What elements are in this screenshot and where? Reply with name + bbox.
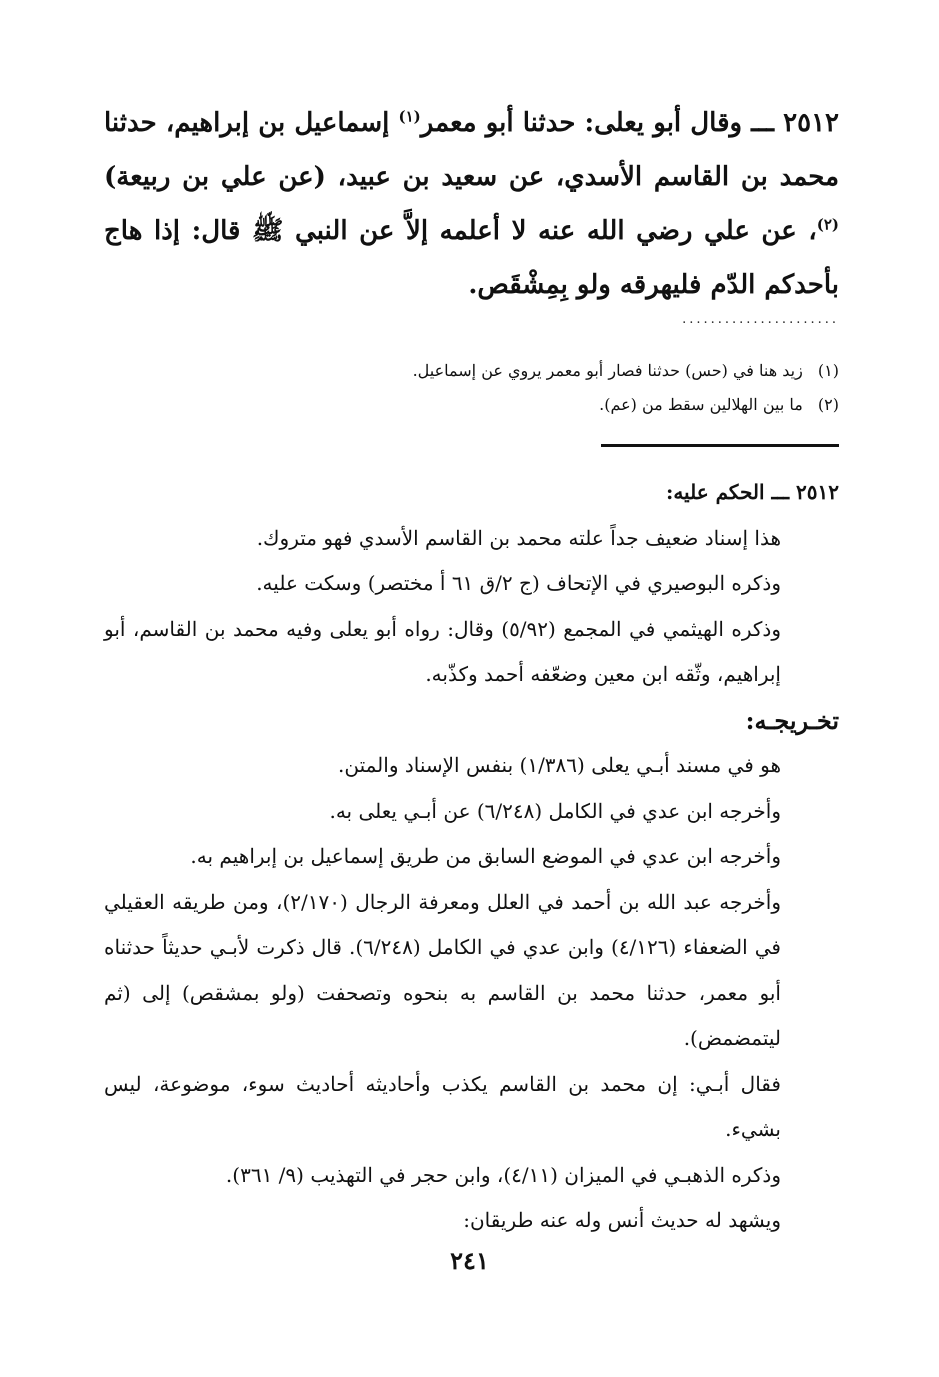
commentary-paragraph: وأخرجه عبد الله بن أحمد في العلل ومعرفة الرجال (٢/١٧٠)، ومن طريقه العقيلي في الضعفاء (٤/١٢٦) وابن عدي في الكامل (٦/٢٤٨). قال ذكرت لأبـي حديثاً حدثناه أبو معمر، حدثنا محمد بن القاسم به بنحوه وتصحفت (ولو بمشقص) إلى (ثم ليتمضمض). bbox=[104, 889, 781, 1050]
hadith-part-3: ، عن علي رضي الله عنه لا أعلمه إلاَّ عن النبي ﷺ قال: إذا هاج بأحدكم الدّم فليهرقه ولو بِمِشْقَص. bbox=[104, 216, 839, 300]
commentary-paragraph: وذكره البوصيري في الإتحاف (ج ٢/ق ٦١ أ مختصر) وسكت عليه. bbox=[256, 571, 781, 595]
commentary-paragraph: وذكره الهيثمي في المجمع (٥/٩٢) وقال: رواه أبو يعلى وفيه محمد بن القاسم، أبو إبراهيم، وثّقه ابن معين وضعّفه أحمد وكذّبه. bbox=[104, 616, 781, 686]
footnote-1 bbox=[104, 354, 839, 388]
commentary-paragraph: هو في مسند أبـي يعلى (١/٣٨٦) بنفس الإسناد والمتن. bbox=[337, 753, 781, 777]
ruling-heading-dash: ـــ bbox=[771, 480, 790, 504]
ruling-heading bbox=[104, 470, 839, 516]
commentary-paragraph: فقال أبـي: إن محمد بن القاسم يكذب وأحاديثه أحاديث سوء، موضوعة، ليس بشيء. bbox=[104, 1071, 781, 1141]
footnote-ref-2: (٢) bbox=[816, 215, 839, 234]
hadith-text bbox=[104, 96, 839, 312]
commentary bbox=[104, 470, 839, 1244]
footnote-number: (١) bbox=[817, 361, 839, 380]
footnote-2 bbox=[104, 388, 839, 422]
takhrij-heading: تخـريجـه: bbox=[745, 705, 839, 735]
commentary-paragraph: وأخرجه ابن عدي في الكامل (٦/٢٤٨) عن أبـي يعلى به. bbox=[329, 798, 781, 823]
footnote-number: (٢) bbox=[817, 395, 839, 414]
section-divider bbox=[601, 444, 839, 447]
commentary-paragraph: وذكره الذهبـي في الميزان (٤/١١)، وابن حجر في التهذيب (٩/ ٣٦١). bbox=[225, 1162, 781, 1187]
ruling-heading-number: ٢٥١٢ bbox=[796, 480, 839, 504]
commentary-paragraph: هذا إسناد ضعيف جداً علته محمد بن القاسم الأسدي فهو متروك. bbox=[256, 525, 781, 550]
hadith-part-1: وقال أبو يعلى: حدثنا أبو معمر bbox=[420, 108, 743, 138]
hadith-number: ٢٥١٢ bbox=[783, 108, 839, 138]
hadith-part-2: إسماعيل بن إبراهيم، حدثنا محمد بن القاسم الأسدي، عن سعيد بن عبيد، (عن علي بن ربيعة) bbox=[104, 108, 839, 192]
hadith-paragraph bbox=[104, 96, 839, 312]
footnote-ref-1: (١) bbox=[398, 107, 421, 126]
footnotes bbox=[104, 354, 839, 422]
footnote-text: ما بين الهلالين سقط من (عم). bbox=[599, 395, 803, 414]
footnote-separator: ...................... bbox=[682, 312, 839, 327]
commentary-paragraph: ويشهد له حديث أنس وله عنه طريقان: bbox=[463, 1208, 781, 1232]
page-number: ٢٤١ bbox=[450, 1246, 489, 1275]
ruling-heading-text: الحكم عليه: bbox=[665, 480, 765, 504]
hadith-dash: ـــ bbox=[751, 108, 775, 138]
footnote-text: زيد هنا في (حس) حدثنا فصار أبو معمر يروي عن إسماعيل. bbox=[412, 361, 803, 380]
commentary-paragraph: وأخرجه ابن عدي في الموضع السابق من طريق إسماعيل بن إبراهيم به. bbox=[190, 844, 781, 868]
